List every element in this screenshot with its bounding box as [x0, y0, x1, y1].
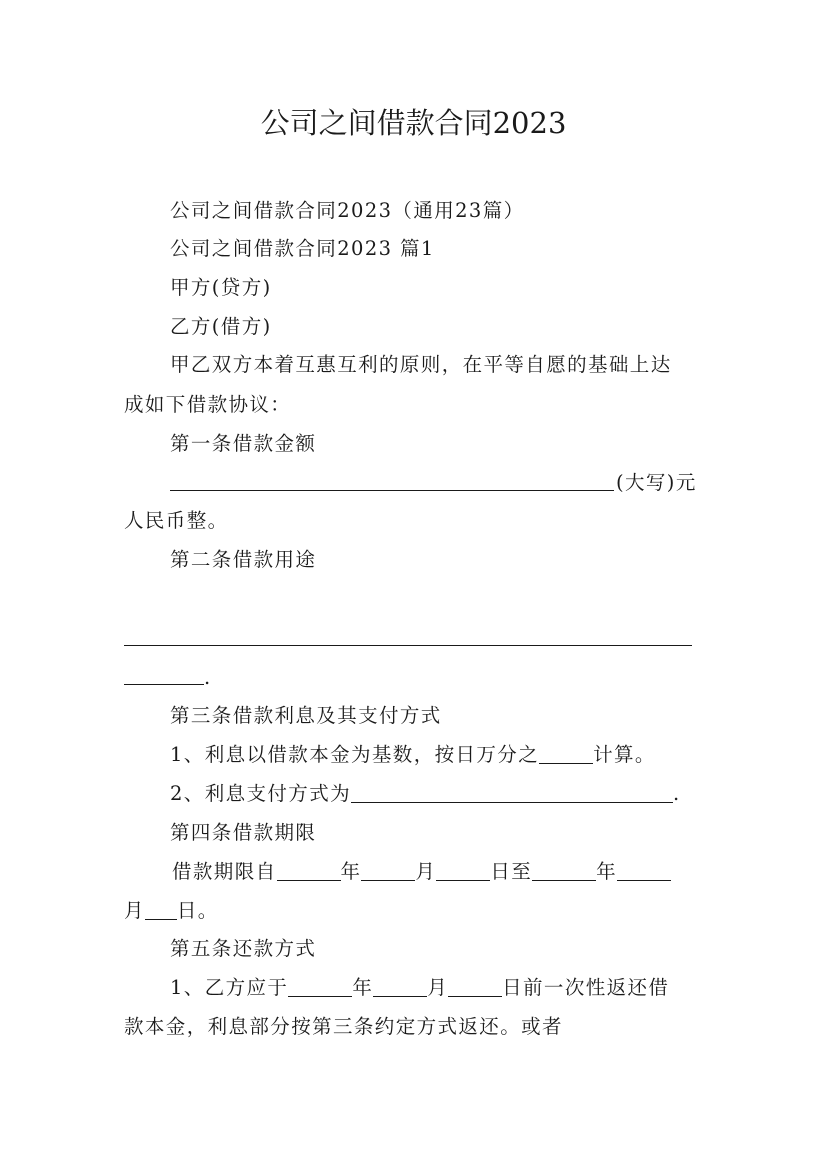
- repayment-month-label: 月: [427, 976, 449, 999]
- document-title: 公司之间借款合同2023: [260, 106, 567, 140]
- term-end-year-label: 年: [596, 860, 618, 883]
- purpose-blank-2: [124, 684, 204, 685]
- term-text-from: 借款期限自: [172, 860, 277, 883]
- term-start-year-blank: [277, 861, 341, 881]
- repayment-line-2: 款本金，利息部分按第三条约定方式返还。或者: [124, 1015, 563, 1038]
- interest-rate-text: 1、利息以借款本金为基数，按日万分之: [170, 743, 540, 766]
- repayment-month-blank: [373, 977, 427, 997]
- term-year-label: 年: [340, 860, 362, 883]
- repayment-year-blank: [288, 977, 352, 997]
- term-end-day-blank: [145, 900, 177, 920]
- party-b-line: 乙方(借方): [170, 315, 272, 338]
- payment-method-line: [170, 780, 681, 808]
- preamble-line-2: 成如下借款协议：: [124, 393, 292, 416]
- article-5-heading: 第五条还款方式: [170, 937, 317, 960]
- term-day-to-label: 日至: [490, 860, 533, 883]
- term-end-month-blank: [617, 861, 671, 881]
- amount-line-tail: (大写)元: [616, 471, 697, 494]
- payment-method-blank: [351, 783, 673, 803]
- purpose-blank-1: [124, 645, 692, 646]
- term-line-1: [172, 858, 671, 886]
- purpose-line-end: .: [204, 666, 212, 689]
- article-4-heading: 第四条借款期限: [170, 821, 317, 844]
- article-1-heading: 第一条借款金额: [170, 432, 317, 455]
- payment-method-end: .: [673, 782, 681, 805]
- term-end-year-blank: [532, 861, 596, 881]
- repayment-day-blank: [448, 977, 502, 997]
- amount-line-2: 人民币整。: [124, 509, 229, 532]
- preamble-line-1: 甲乙双方本着互惠互利的原则，在平等自愿的基础上达: [170, 353, 672, 376]
- repayment-day-text: 日前一次性返还借: [502, 976, 670, 999]
- term-end-month-label: 月: [124, 899, 145, 922]
- section-heading: 公司之间借款合同2023 篇1: [170, 237, 435, 260]
- party-a-line: 甲方(贷方): [170, 276, 272, 299]
- interest-rate-blank: [539, 744, 593, 764]
- term-month-label: 月: [415, 860, 437, 883]
- term-start-day-blank: [436, 861, 490, 881]
- interest-rate-line: [170, 741, 656, 769]
- repayment-text: 1、乙方应于: [170, 976, 289, 999]
- term-line-2: [124, 897, 219, 925]
- interest-rate-tail: 计算。: [593, 743, 656, 766]
- repayment-year-label: 年: [352, 976, 374, 999]
- payment-method-text: 2、利息支付方式为: [170, 782, 352, 805]
- article-3-heading: 第三条借款利息及其支付方式: [170, 704, 442, 727]
- term-start-month-blank: [361, 861, 415, 881]
- article-2-heading: 第二条借款用途: [170, 548, 317, 571]
- repayment-line-1: [170, 974, 669, 1002]
- amount-blank: [170, 490, 614, 491]
- term-end-day-label: 日。: [176, 899, 219, 922]
- subtitle-line: 公司之间借款合同2023（通用23篇）: [170, 199, 525, 222]
